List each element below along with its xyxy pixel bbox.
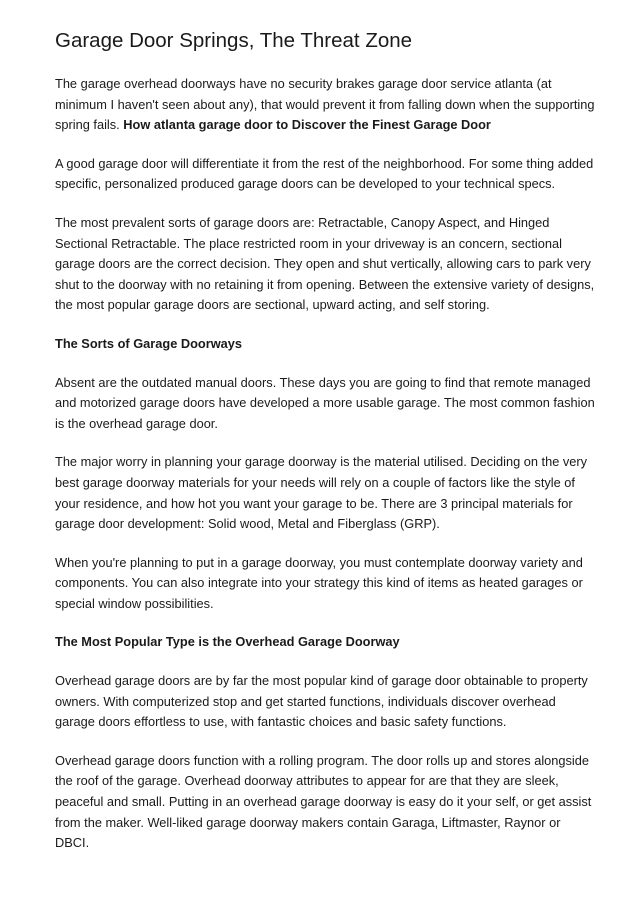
paragraph-intro-bold-link: How atlanta garage door to Discover the Finest Garage Door [123,117,491,133]
paragraph-rolling-program: Overhead garage doors function with a rolling program. The door rolls up and stores alongside the roof of the garage. Overhead doorway attributes to appear for are that they are sleek, peaceful and small. Putting in an overhead garage doorway is easy do it your self, or get assist from the maker. Well-liked garage doorway makers contain Garaga, Liftmaster, Raynor or DBCI. [55,752,592,851]
paragraph-prevalent-sorts: The most prevalent sorts of garage doors are: Retractable, Canopy Aspect, and Hinged Sectional Retractable. The place restricted room in your driveway is an concern, sectional garage doors are the correct decision. They open and shut vertically, allowing cars to park very shut to the doorway with no retaining it from opening. Between the extensive variety of designs, the most popular garage doors are sectional, upward acting, and self storing. [55,214,595,313]
heading-overhead: The Most Popular Type is the Overhead Garage Doorway [55,634,400,650]
paragraph-intro [55,74,595,136]
document-page [55,28,595,872]
paragraph-intro-text: The garage overhead doorways have no security brakes garage door service atlanta (at minimum I haven't seen about any), that would prevent it from falling down when the supporting spring fails. [55,76,595,133]
paragraph-overhead-popular: Overhead garage doors are by far the most popular kind of garage door obtainable to property owners. With computerized stop and get started functions, individuals discover overhead garage doors effortless to use, with fantastic choices and basic safety functions. [55,673,588,730]
paragraph-material: The major worry in planning your garage doorway is the material utilised. Deciding on the very best garage doorway materials for your needs will rely on a couple of factors like the style of your residence, and how hot you want your garage to be. There are 3 principal materials for garage door development: Solid wood, Metal and Fiberglass (GRP). [55,454,588,532]
page-title: Garage Door Springs, The Threat Zone [55,29,413,52]
paragraph-differentiate: A good garage door will differentiate it from the rest of the neighborhood. For some thing added specific, personalized produced garage doors can be developed to your technical specs. [55,155,594,192]
paragraph-manual-doors: Absent are the outdated manual doors. These days you are going to find that remote managed and motorized garage doors have developed a more usable garage. The most common fashion is the overhead garage door. [55,374,595,431]
heading-sorts: The Sorts of Garage Doorways [55,335,243,351]
paragraph-planning: When you're planning to put in a garage doorway, you must contemplate doorway variety and components. You can also integrate into your strategy this kind of items as heated garages or special window possibilities. [55,554,583,611]
